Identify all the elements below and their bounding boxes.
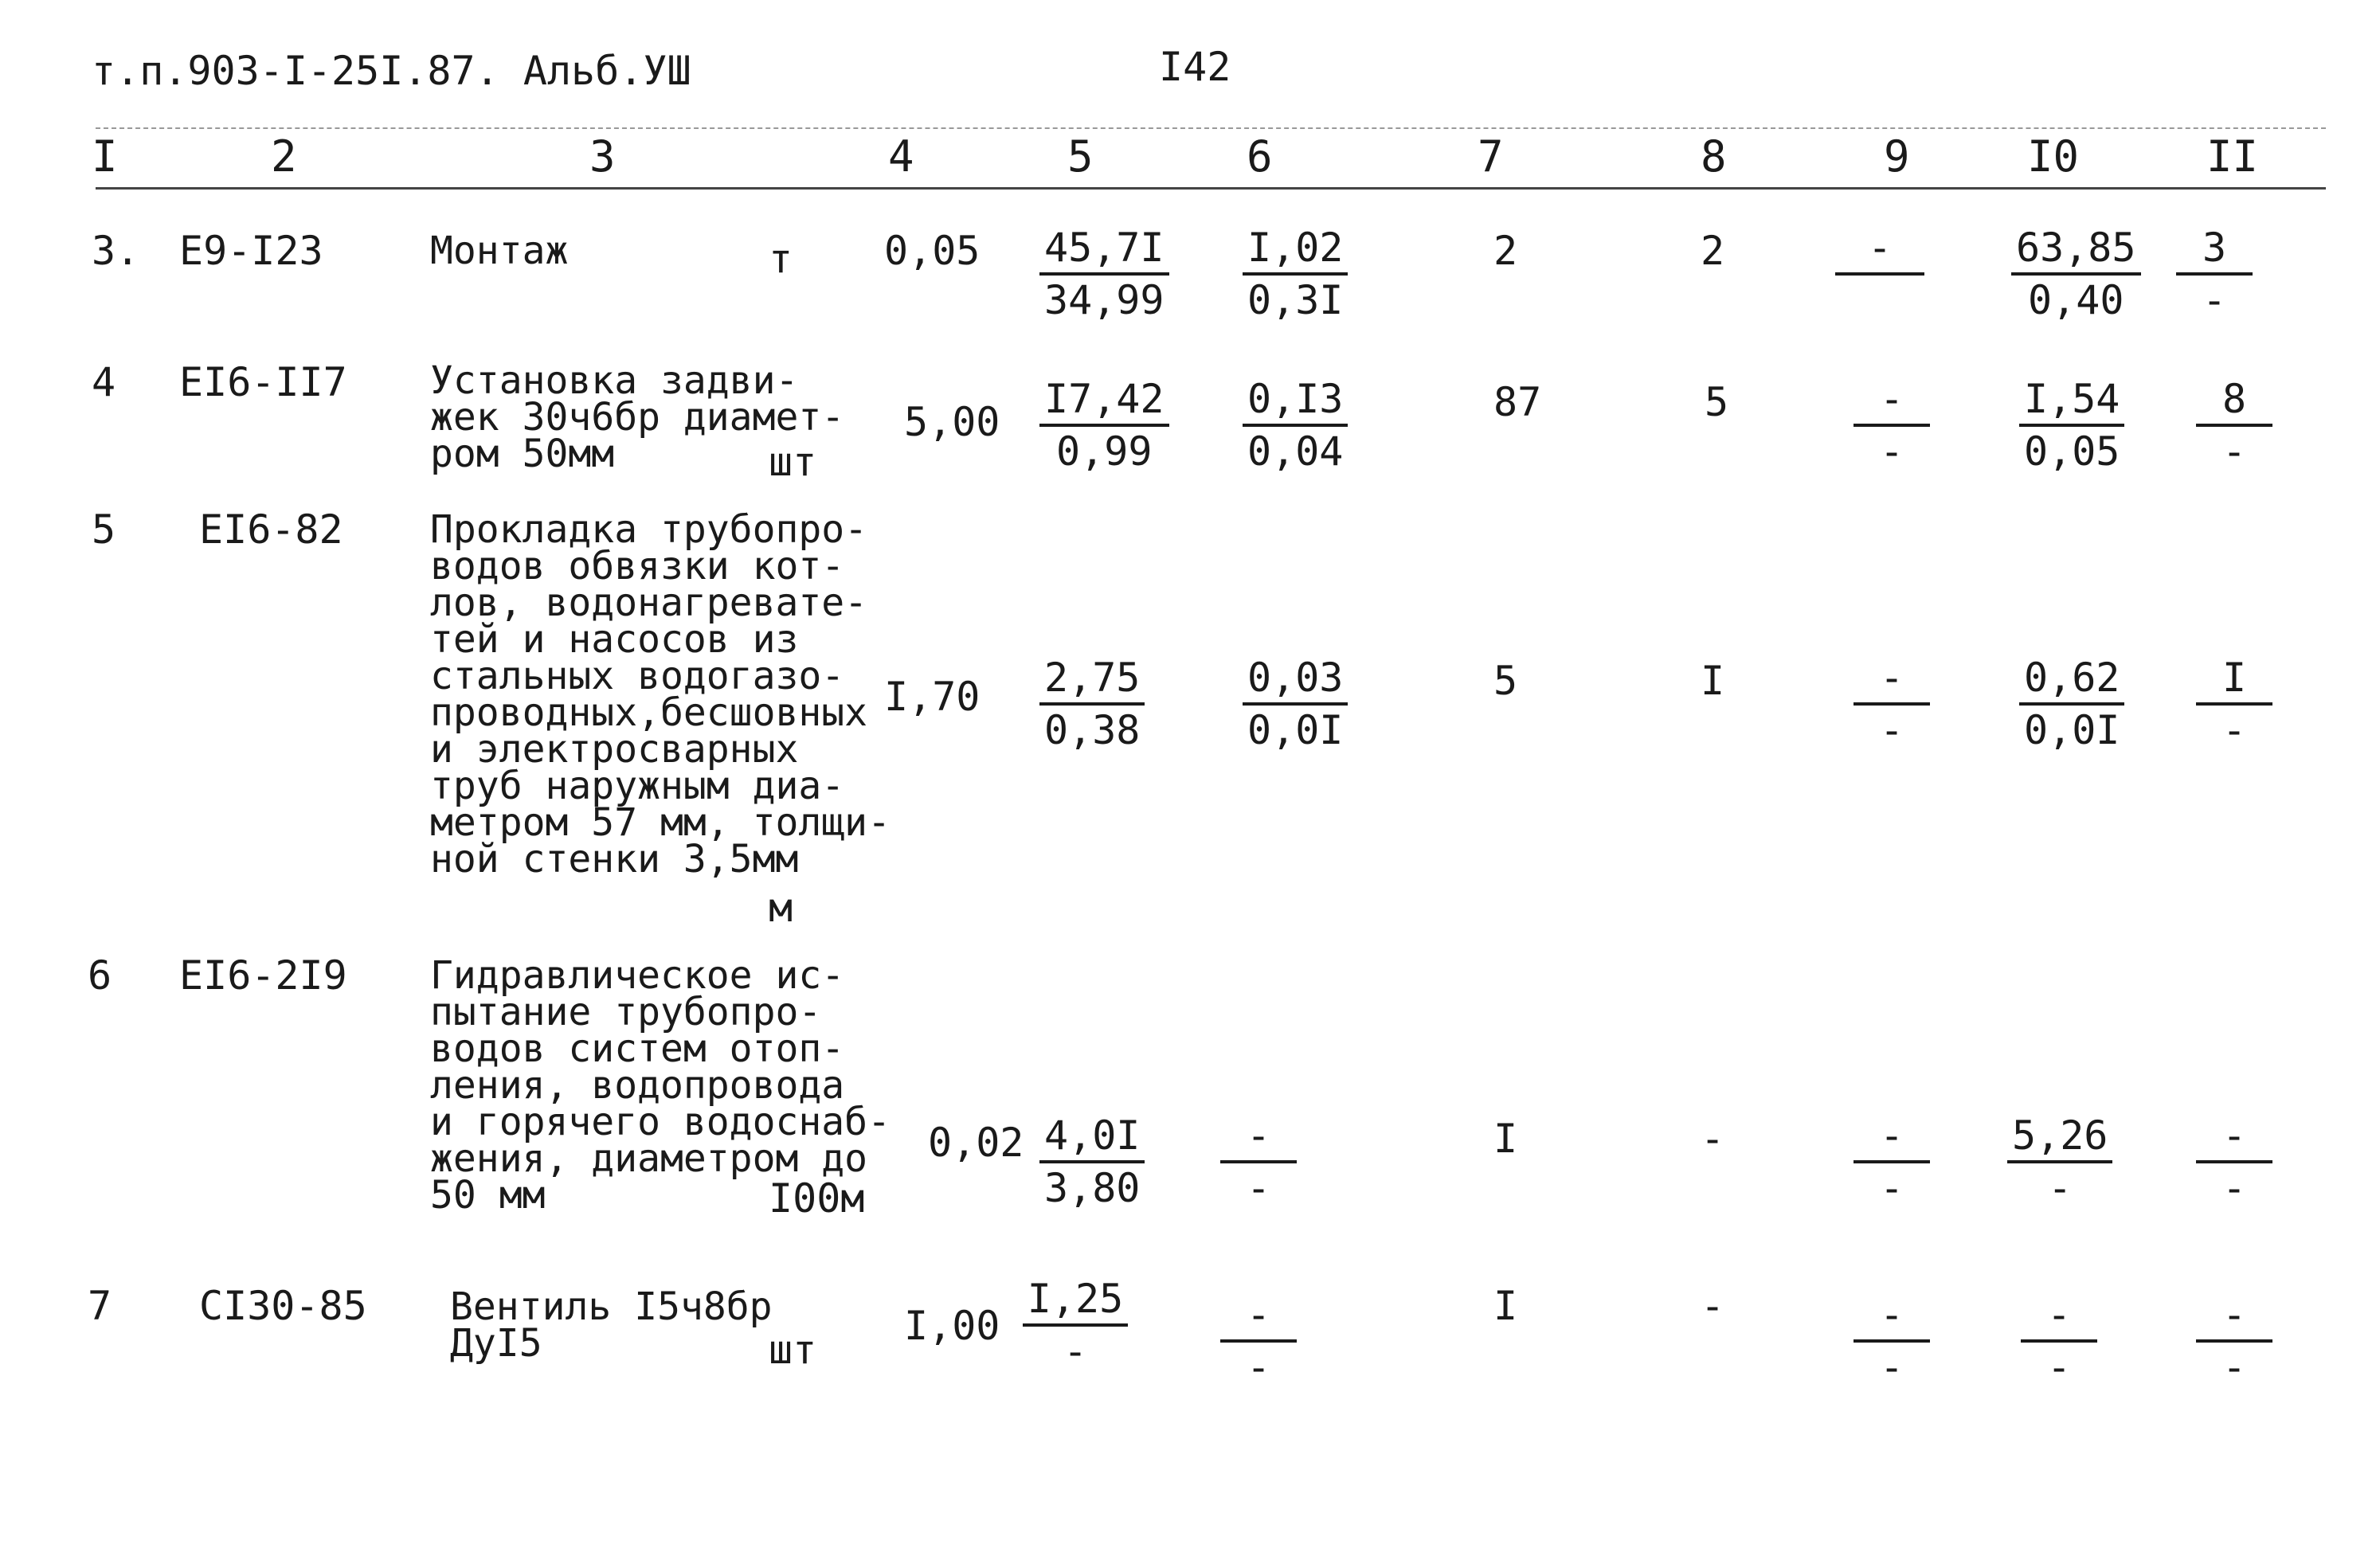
value-col7: 5 [1493, 658, 1518, 704]
value-col8: 2 [1701, 228, 1725, 274]
price-code: E9-I23 [179, 228, 323, 274]
numerator: - [1854, 374, 1930, 427]
value-col7: I [1493, 1116, 1518, 1162]
value-col8: 5 [1705, 379, 1729, 425]
fraction-col5 [1039, 653, 1145, 755]
unit: т [769, 236, 793, 282]
row-number: 7 [88, 1283, 112, 1329]
numerator: 0,I3 [1243, 374, 1348, 427]
page-number: I42 [1159, 44, 1231, 90]
quantity: 0,02 [928, 1120, 1024, 1166]
fraction-col9 [1852, 374, 1932, 476]
column-number: 6 [1247, 131, 1273, 182]
fraction-col9 [1852, 653, 1932, 755]
denominator: 0,3I [1247, 277, 1344, 323]
unit: м [769, 885, 793, 931]
denominator: 0,0I [2024, 707, 2120, 753]
numerator: 5,26 [2007, 1111, 2112, 1163]
row-number: 3. [92, 228, 140, 274]
fraction-col5 [1027, 1274, 1124, 1376]
value-col8: I [1701, 658, 1725, 704]
work-description: Монтаж [430, 229, 569, 273]
value-col7: 87 [1493, 379, 1542, 425]
numerator: 3 [2176, 223, 2253, 276]
column-number: I [92, 131, 118, 182]
column-number: 5 [1067, 131, 1094, 182]
fraction-col9 [1852, 1290, 1932, 1392]
fraction-col6 [1243, 223, 1348, 325]
row-number: 6 [88, 952, 112, 999]
fraction-col11 [2194, 374, 2274, 476]
price-code: EI6-82 [199, 506, 343, 553]
fraction-col10 [2011, 223, 2141, 325]
fraction-col5 [1039, 1111, 1145, 1213]
fraction-col5 [1039, 223, 1169, 325]
work-description: Вентиль I5ч8бр ДуI5 [450, 1284, 773, 1366]
denominator: - [2202, 277, 2227, 323]
price-code: CI30-85 [199, 1283, 367, 1329]
numerator: - [2196, 1111, 2272, 1163]
value-col7: 2 [1493, 228, 1518, 274]
fraction-col9 [1832, 223, 1928, 276]
denominator: - [2048, 1165, 2073, 1211]
numerator: - [2196, 1290, 2272, 1343]
fraction-col10 [2019, 653, 2124, 755]
numerator: 8 [2196, 374, 2272, 427]
denominator: - [1879, 1344, 1904, 1390]
fraction-col5 [1039, 374, 1169, 476]
numerator: I7,42 [1039, 374, 1169, 427]
value-col8: - [1701, 1283, 1725, 1329]
denominator: - [1246, 1165, 1271, 1211]
denominator: - [1879, 707, 1904, 753]
document-reference: т.п.903-I-25I.87. Альб.УШ [92, 48, 691, 94]
numerator: I [2196, 653, 2272, 706]
fraction-col11 [2174, 223, 2254, 325]
column-number: 7 [1478, 131, 1504, 182]
denominator: 3,80 [1044, 1165, 1141, 1211]
numerator: 63,85 [2011, 223, 2141, 276]
unit: шт [769, 439, 817, 485]
work-description: Прокладка трубопро- водов обвязки кот- лов, водонагревате- тей и насосов из стальных водогазо- проводных,бесшовных и электросварных труб наружным диа- метром 57 мм, толщи- ной стенки 3,5мм [430, 507, 891, 882]
header-bottom-rule [96, 187, 2326, 190]
numerator: I,25 [1023, 1274, 1128, 1327]
numerator: 0,03 [1243, 653, 1348, 706]
unit: I00м [769, 1175, 865, 1222]
fraction-col6 [1243, 653, 1348, 755]
quantity: 5,00 [904, 399, 1000, 445]
fraction-col6 [1243, 374, 1348, 476]
quantity: I,00 [904, 1303, 1000, 1349]
numerator: I,02 [1243, 223, 1348, 276]
numerator: 45,7I [1039, 223, 1169, 276]
work-description: Установка задви- жек 30ч6бр диамет- ром 50мм [430, 358, 845, 476]
value-col8: - [1701, 1116, 1725, 1162]
fraction-col9 [1852, 1111, 1932, 1213]
fraction-col10 [2007, 1111, 2112, 1213]
column-number: I0 [2027, 131, 2080, 182]
denominator: - [1879, 428, 1904, 475]
denominator: - [2221, 707, 2247, 753]
unit: шт [769, 1327, 817, 1373]
numerator: - [1220, 1111, 1297, 1163]
numerator: 4,0I [1039, 1111, 1145, 1163]
column-number: 8 [1701, 131, 1727, 182]
row-number: 5 [92, 506, 116, 553]
row-number: 4 [92, 359, 116, 405]
quantity: 0,05 [884, 228, 981, 274]
fraction-col10 [2019, 374, 2124, 476]
price-code: EI6-II7 [179, 359, 347, 405]
column-number: 4 [888, 131, 914, 182]
price-code: EI6-2I9 [179, 952, 347, 999]
denominator: - [2221, 1344, 2247, 1390]
column-number: 9 [1884, 131, 1910, 182]
denominator: - [1879, 1165, 1904, 1211]
numerator: - [1854, 1111, 1930, 1163]
numerator: 0,62 [2019, 653, 2124, 706]
denominator: 0,38 [1044, 707, 1141, 753]
column-number: II [2206, 131, 2259, 182]
numerator: 2,75 [1039, 653, 1145, 706]
denominator: 0,99 [1056, 428, 1153, 475]
denominator: 0,04 [1247, 428, 1344, 475]
denominator: - [2221, 428, 2247, 475]
denominator: 0,40 [2028, 277, 2124, 323]
value-col7: I [1493, 1283, 1518, 1329]
numerator: - [1854, 1290, 1930, 1343]
numerator: I,54 [2019, 374, 2124, 427]
fraction-col6 [1219, 1290, 1298, 1392]
numerator: - [1854, 653, 1930, 706]
fraction-col10 [2019, 1290, 2099, 1392]
denominator: - [2221, 1165, 2247, 1211]
denominator: - [1063, 1328, 1088, 1374]
denominator: 34,99 [1044, 277, 1165, 323]
denominator: 0,05 [2024, 428, 2120, 475]
fraction-col6 [1219, 1111, 1298, 1213]
denominator: 0,0I [1247, 707, 1344, 753]
numerator: - [1220, 1290, 1297, 1343]
quantity: I,70 [884, 674, 981, 720]
fraction-col11 [2194, 1290, 2274, 1392]
numerator: - [2021, 1290, 2097, 1343]
header-top-rule [96, 127, 2326, 129]
fraction-col11 [2194, 1111, 2274, 1213]
work-description: Гидравлическое ис- пытание трубопро- водов систем отоп- ления, водопровода и горячего водоснаб- жения, диаметром до 50 мм [430, 953, 891, 1218]
column-number: 3 [589, 131, 616, 182]
column-number: 2 [271, 131, 297, 182]
denominator: - [1246, 1344, 1271, 1390]
fraction-col11 [2194, 653, 2274, 755]
numerator: - [1835, 223, 1924, 276]
denominator: - [2046, 1344, 2072, 1390]
